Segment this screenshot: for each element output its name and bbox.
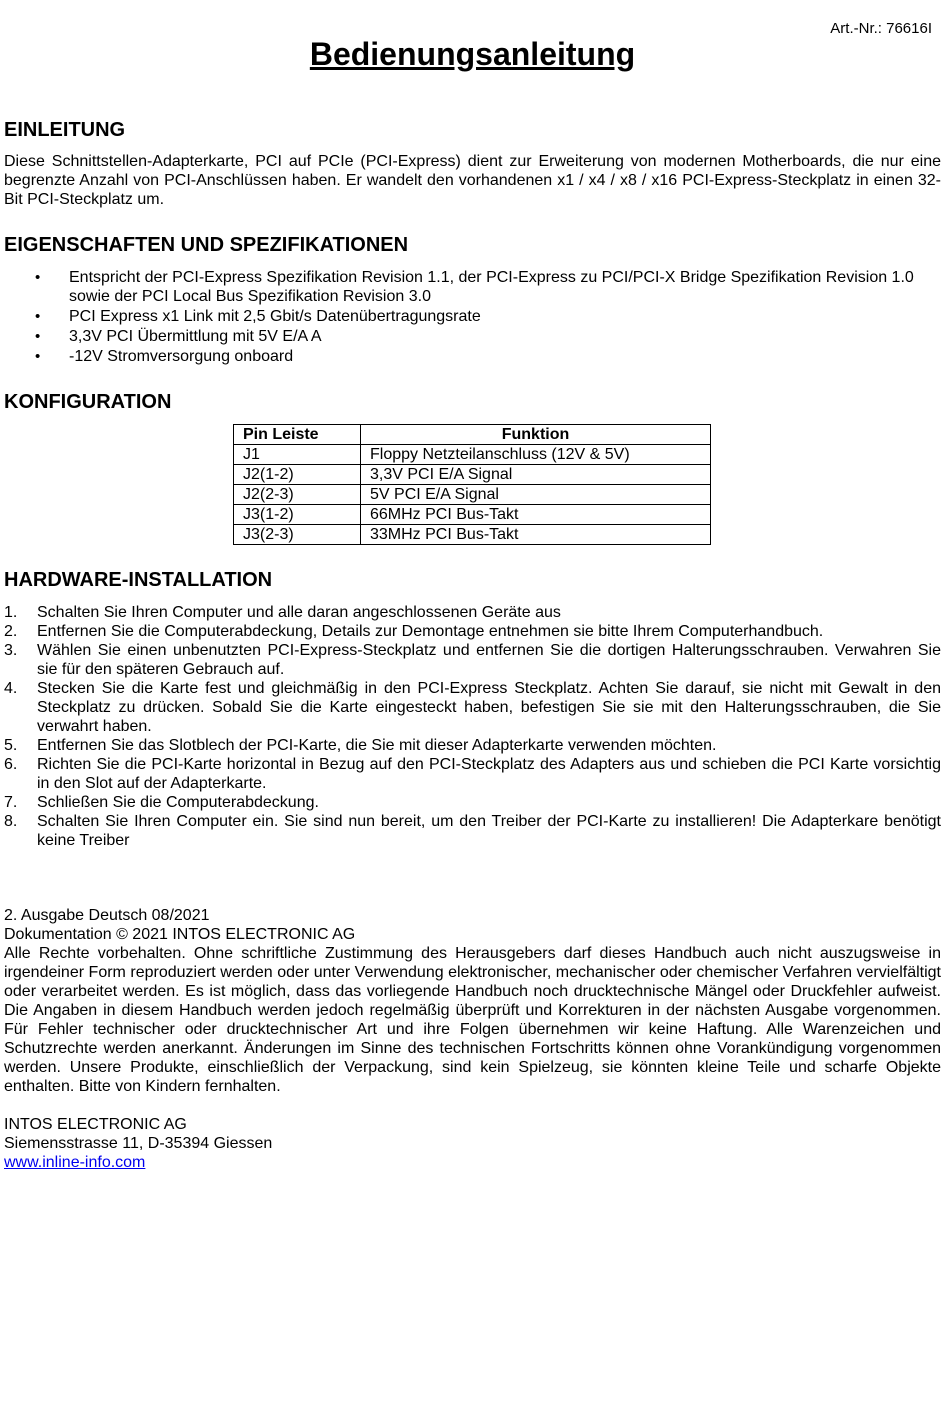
- legal-notice: Alle Rechte vorbehalten. Ohne schriftliche Zustimmung des Herausgebers darf dieses Handbuch auch nicht auszugsweise in irgendeiner Form reproduziert werden oder unter Verwendung elektronischer, mechanischer oder chemischer Verfahren vervielfältigt oder verarbeitet werden. Es ist möglich, dass das vorliegende Handbuch noch drucktechnische Mängel oder Druckfehler aufweist. Die Angaben in diesem Handbuch werden jedoch regelmäßig überprüft und Korrekturen in der nächsten Ausgabe vorgenommen. Für Fehler technischer oder drucktechnischer Art und ihre Folgen übernehmen wir keine Haftung. Alle Warenzeichen und Schutzrechte werden anerkannt. Änderungen im Sinne des technischen Fortschritts können ohne Vorankündigung vorgenommen werden. Unsere Produkte, einschließlich der Verpackung, sind kein Spielzeug, sie könnten kleine Teile und scharfe Objekte enthalten. Bitte von Kindern fernhalten.: [4, 945, 941, 1095]
- step-text: Wählen Sie einen unbenutzten PCI-Express-Steckplatz und entfernen Sie die dortigen Halterungsschrauben. Verwahren Sie sie für den späteren Gebrauch auf.: [37, 642, 941, 678]
- section-heading-installation: HARDWARE-INSTALLATION: [4, 569, 273, 591]
- step-text: Entfernen Sie die Computerabdeckung, Details zur Demontage entnehmen sie bitte Ihrem Computerhandbuch.: [37, 623, 824, 640]
- step-text: Schalten Sie Ihren Computer ein. Sie sind nun bereit, um den Treiber der PCI-Karte zu installieren! Die Adapterkare benötigt keine Treiber: [37, 813, 941, 849]
- step-item: [4, 812, 941, 850]
- pin-cell: J2(2-3): [234, 485, 361, 505]
- step-text: Entfernen Sie das Slotblech der PCI-Karte, die Sie mit dieser Adapterkarte verwenden möchten.: [37, 737, 717, 754]
- column-header-funktion: Funktion: [361, 425, 711, 445]
- step-text: Schließen Sie die Computerabdeckung.: [37, 794, 319, 811]
- company-name: INTOS ELECTRONIC AG: [4, 1116, 187, 1133]
- article-number: Art.-Nr.: 76616I: [830, 20, 932, 37]
- table-header-row: [234, 425, 711, 445]
- feature-item: • PCI Express x1 Link mit 2,5 Gbit/s Datenübertragungsrate: [4, 307, 941, 326]
- feature-list: [4, 268, 941, 367]
- step-item: [4, 755, 941, 793]
- table-row: [234, 465, 711, 485]
- step-number: 7.: [4, 794, 18, 811]
- step-number: 3.: [4, 642, 18, 659]
- step-item: [4, 603, 941, 622]
- edition-line: 2. Ausgabe Deutsch 08/2021: [4, 907, 210, 924]
- table-row: [234, 445, 711, 465]
- step-item: [4, 736, 941, 755]
- section-heading-einleitung: EINLEITUNG: [4, 119, 126, 141]
- table-row: [234, 505, 711, 525]
- website-link[interactable]: www.inline-info.com: [4, 1154, 146, 1171]
- step-number: 1.: [4, 604, 18, 621]
- jumper-config-table: [233, 424, 711, 545]
- step-item: [4, 622, 941, 641]
- function-cell: Floppy Netzteilanschluss (12V & 5V): [361, 445, 711, 465]
- einleitung-text: Diese Schnittstellen-Adapterkarte, PCI auf PCIe (PCI-Express) dient zur Erweiterung von modernen Motherboards, die nur eine begrenzte Anzahl von PCI-Anschlüssen haben. Er wandelt den vorhandenen x1 / x4 / x8 / x16 PCI-Express-Steckplatz in einen 32-Bit PCI-Steckplatz um.: [4, 153, 941, 208]
- step-number: 5.: [4, 737, 18, 754]
- function-cell: 33MHz PCI Bus-Takt: [361, 525, 711, 545]
- step-item: [4, 793, 941, 812]
- feature-item: • 3,3V PCI Übermittlung mit 5V E/A A: [4, 327, 941, 346]
- section-heading-konfiguration: KONFIGURATION: [4, 391, 172, 413]
- document-footer: [4, 906, 941, 1172]
- step-item: [4, 641, 941, 679]
- pin-cell: J2(1-2): [234, 465, 361, 485]
- step-text: Richten Sie die PCI-Karte horizontal in Bezug auf den PCI-Steckplatz des Adapters aus und schieben die PCI Karte vorsichtig in den Slot auf der Adapterkarte.: [37, 756, 941, 792]
- table-row: [234, 525, 711, 545]
- pin-cell: J3(1-2): [234, 505, 361, 525]
- table-row: [234, 485, 711, 505]
- copyright-line: Dokumentation © 2021 INTOS ELECTRONIC AG: [4, 926, 356, 943]
- pin-cell: J1: [234, 445, 361, 465]
- feature-item: • -12V Stromversorgung onboard: [4, 347, 941, 366]
- section-heading-eigenschaften: EIGENSCHAFTEN UND SPEZIFIKATIONEN: [4, 234, 409, 256]
- function-cell: 5V PCI E/A Signal: [361, 485, 711, 505]
- step-text: Schalten Sie Ihren Computer und alle daran angeschlossenen Geräte aus: [37, 604, 561, 621]
- function-cell: 3,3V PCI E/A Signal: [361, 465, 711, 485]
- step-number: 4.: [4, 680, 18, 697]
- spacer: [4, 1096, 941, 1115]
- document-title: Bedienungsanleitung: [309, 36, 636, 72]
- feature-item: • Entspricht der PCI-Express Spezifikation Revision 1.1, der PCI-Express zu PCI/PCI-X Bridge Spezifikation Revision 1.0 sowie der PCI Local Bus Spezifikation Revision 3.0: [4, 268, 941, 306]
- company-address: Siemensstrasse 11, D-35394 Giessen: [4, 1135, 273, 1152]
- step-number: 2.: [4, 623, 18, 640]
- step-number: 8.: [4, 813, 18, 830]
- step-item: [4, 679, 941, 736]
- function-cell: 66MHz PCI Bus-Takt: [361, 505, 711, 525]
- step-number: 6.: [4, 756, 18, 773]
- step-text: Stecken Sie die Karte fest und gleichmäßig in den PCI-Express Steckplatz. Achten Sie darauf, sie nicht mit Gewalt in den Steckplatz zu drücken. Sobald Sie die Karte eingesteckt haben, befestigen Sie sie mit den Halterungsschrauben, die Sie verwahrt haben.: [37, 680, 941, 735]
- pin-cell: J3(2-3): [234, 525, 361, 545]
- installation-steps: [4, 603, 941, 850]
- column-header-pin: Pin Leiste: [234, 425, 361, 445]
